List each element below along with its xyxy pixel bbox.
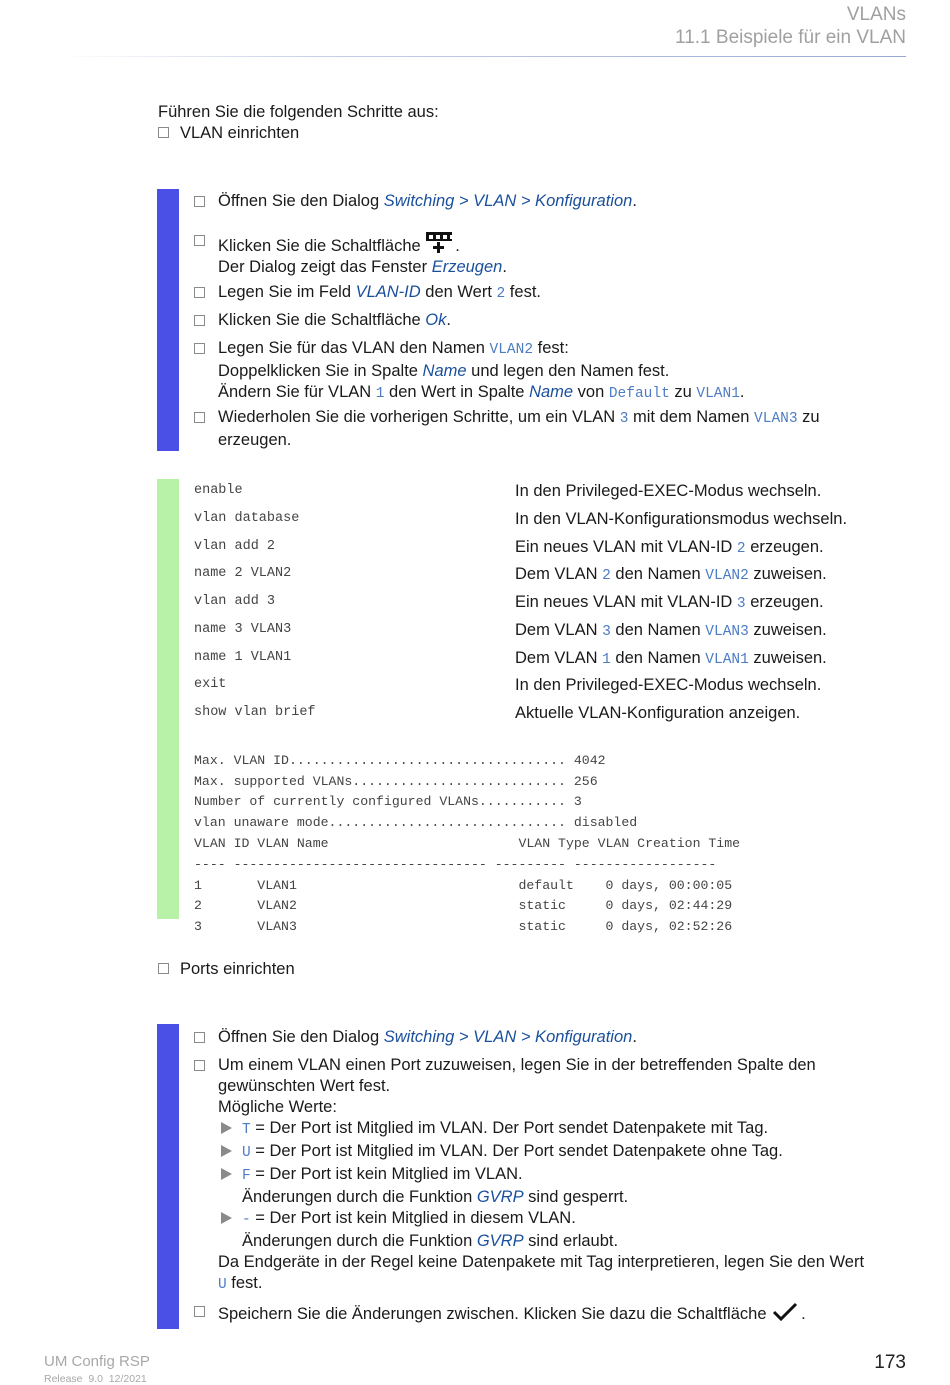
checkbox-icon — [158, 127, 169, 138]
gui1-step-set-id: Legen Sie im Feld VLAN-ID den Wert 2 fest. — [194, 282, 914, 305]
header-chapter: VLANs — [846, 4, 906, 25]
header-divider — [60, 56, 906, 57]
output-line: vlan unaware mode.............................. disabled — [194, 815, 638, 831]
footer-release: Release 9.0 12/2021 — [44, 1373, 147, 1385]
output-line: VLAN ID VLAN Name VLAN Type VLAN Creation Time — [194, 835, 741, 851]
gui1-step-set-name: Legen Sie für das VLAN den Namen VLAN2 fest: Doppelklicken Sie in Spalte Name und legen den Namen fest. Ändern Sie für VLAN 1 den Wert in Spalte Name von Default zu VLAN1. — [194, 338, 914, 405]
cli-description: Dem VLAN 2 den Namen VLAN2 zuweisen. — [515, 565, 827, 584]
cli-command: vlan database — [194, 511, 300, 526]
cli-command: name 3 VLAN3 — [194, 622, 292, 637]
footer-manual: UM Config RSP — [44, 1353, 150, 1370]
gui2-step-assign-port: Um einem VLAN einen Port zuzuweisen, legen Sie in der betreffenden Spalte den gewünschten Wert fest. Mögliche Werte: T = Der Port ist Mitglied im VLAN. Der Port sendet Datenpakete mit Tag. U = Der Port ist Mitglied im VLAN. Der Port sendet Datenpakete ohne Tag. F = Der Port ist kein Mitglied im VLAN. Änderungen durch die Funktion GVRP sind gesperrt. - = Der Port ist kein Mitglied in diesem VLAN. Änderungen durch die Funktion GVRP sind erlaubt. Da Endgeräte in der Regel keine Datenpakete mit Tag interpretieren, legen Sie den Wert U fest. — [194, 1055, 914, 1296]
gui1-step-repeat: Wiederholen Sie die vorherigen Schritte, um ein VLAN 3 mit dem Namen VLAN3 zu erzeugen. — [194, 407, 914, 451]
checkbox-icon — [194, 1060, 205, 1071]
window-name: Erzeugen — [431, 258, 503, 276]
checkbox-icon — [194, 315, 205, 326]
output-line: 2 VLAN2 static 0 days, 02:44:29 — [194, 898, 733, 914]
task-label: Ports einrichten — [180, 960, 295, 978]
gui-section-bar — [157, 189, 179, 451]
gui1-step-click-ok: Klicken Sie die Schaltfläche Ok. — [194, 310, 914, 331]
output-line: ---- -------------------------------- --------- ------------------ — [194, 856, 717, 872]
option-none: - = Der Port ist kein Mitglied in diesem VLAN. — [218, 1208, 914, 1231]
checkbox-icon — [194, 287, 205, 298]
bullet-triangle-icon — [221, 1168, 232, 1180]
output-line: Max. VLAN ID................................... 4042 — [194, 752, 606, 768]
output-line: 1 VLAN1 default 0 days, 00:00:05 — [194, 877, 733, 893]
gui1-step-click-create: Klicken Sie die Schaltfläche . Der Dialog zeigt das Fenster Erzeugen. — [194, 230, 914, 278]
checkbox-icon — [158, 963, 169, 974]
cli-output — [194, 730, 740, 959]
cli-command: name 2 VLAN2 — [194, 566, 292, 581]
task-label: VLAN einrichten — [180, 124, 300, 142]
cli-description: Dem VLAN 1 den Namen VLAN1 zuweisen. — [515, 649, 827, 668]
gui1-step-open-dialog: Öffnen Sie den Dialog Switching > VLAN > Konfiguration. — [194, 191, 914, 212]
cli-description: In den Privileged-EXEC-Modus wechseln. — [515, 482, 822, 500]
cli-section-bar — [157, 479, 179, 919]
option-untagged: U = Der Port ist Mitglied im VLAN. Der Port sendet Datenpakete ohne Tag. — [218, 1141, 914, 1164]
menu-path: Switching > VLAN > Konfiguration — [383, 1028, 633, 1046]
checkbox-icon — [194, 1032, 205, 1043]
task-ports-setup — [158, 960, 295, 979]
cli-command: vlan add 3 — [194, 594, 276, 609]
cli-command: vlan add 2 — [194, 539, 276, 554]
cli-description: In den Privileged-EXEC-Modus wechseln. — [515, 676, 822, 694]
cli-description: Aktuelle VLAN-Konfiguration anzeigen. — [515, 704, 801, 722]
create-vlan-icon — [425, 230, 455, 254]
checkbox-icon — [194, 343, 205, 354]
cli-description: Ein neues VLAN mit VLAN-ID 3 erzeugen. — [515, 593, 824, 612]
bullet-triangle-icon — [221, 1212, 232, 1224]
gui2-step-save: Speichern Sie die Änderungen zwischen. Klicken Sie dazu die Schaltfläche . — [194, 1301, 914, 1325]
checkbox-icon — [194, 412, 205, 423]
intro-lead: Führen Sie die folgenden Schritte aus: — [158, 103, 439, 121]
option-forbidden: F = Der Port ist kein Mitglied im VLAN. — [218, 1164, 914, 1187]
cli-description: In den VLAN-Konfigurationsmodus wechseln. — [515, 510, 848, 528]
cli-command: name 1 VLAN1 — [194, 650, 292, 665]
output-line: Max. supported VLANs........................... 256 — [194, 773, 598, 789]
bullet-triangle-icon — [221, 1145, 232, 1157]
checkbox-icon — [194, 1306, 205, 1317]
menu-path: Switching > VLAN > Konfiguration — [383, 192, 633, 210]
option-tagged: T = Der Port ist Mitglied im VLAN. Der Port sendet Datenpakete mit Tag. — [218, 1118, 914, 1141]
gui2-step-open-dialog: Öffnen Sie den Dialog Switching > VLAN > Konfiguration. — [194, 1027, 914, 1048]
gui-section-bar — [157, 1024, 179, 1329]
cli-description: Ein neues VLAN mit VLAN-ID 2 erzeugen. — [515, 538, 824, 557]
checkbox-icon — [194, 235, 205, 246]
page-number: 173 — [874, 1352, 906, 1373]
cli-description: Dem VLAN 3 den Namen VLAN3 zuweisen. — [515, 621, 827, 640]
output-line: Number of currently configured VLANs........... 3 — [194, 794, 582, 810]
cli-command: show vlan brief — [194, 705, 316, 720]
bullet-triangle-icon — [221, 1122, 232, 1134]
task-vlan-setup — [158, 124, 299, 143]
output-line: 3 VLAN3 static 0 days, 02:52:26 — [194, 919, 733, 935]
checkbox-icon — [194, 196, 205, 207]
header-section: 11.1 Beispiele für ein VLAN — [675, 27, 906, 48]
cli-command: enable — [194, 483, 243, 498]
cli-command: exit — [194, 677, 227, 692]
checkmark-icon — [771, 1301, 801, 1323]
